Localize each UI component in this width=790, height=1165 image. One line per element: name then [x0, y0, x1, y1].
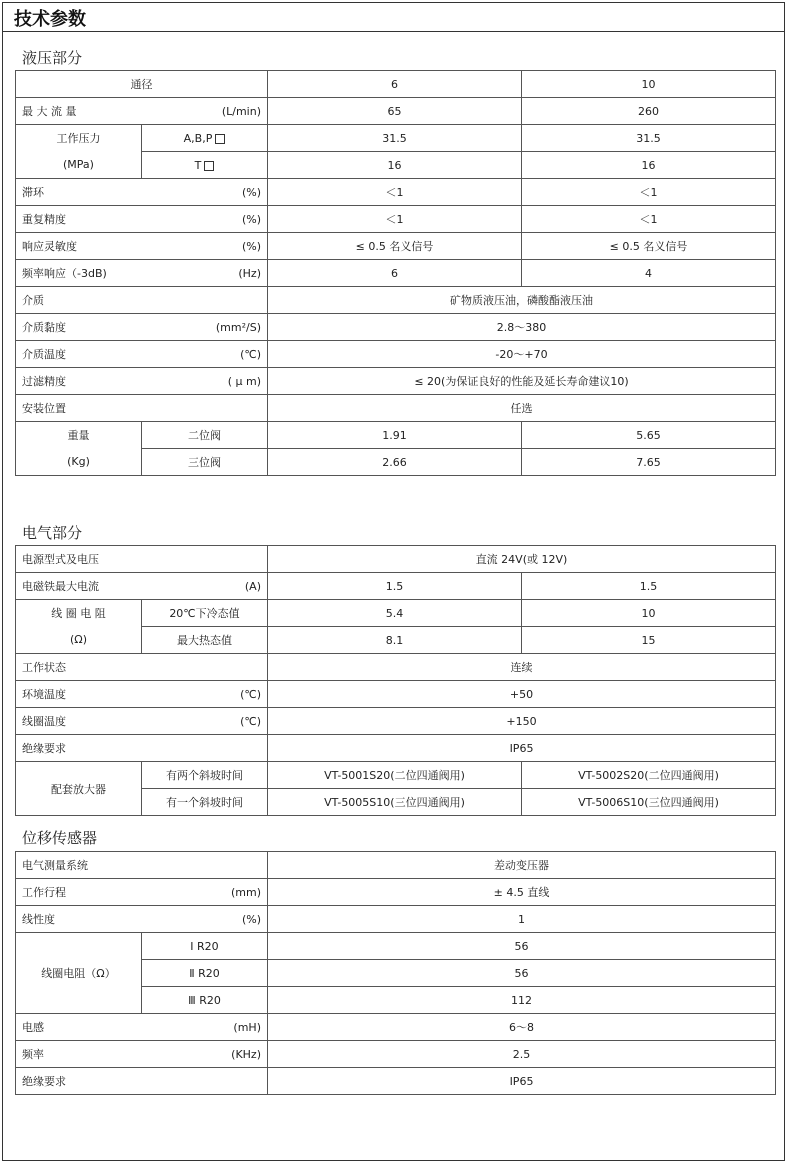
cell-value: +50 [268, 681, 776, 708]
table-row [16, 933, 776, 960]
label-temperature [16, 341, 268, 368]
row-unit: (MPa) [16, 152, 142, 179]
label-ambient-temp [16, 681, 268, 708]
cell-value: ± 4.5 直线 [268, 879, 776, 906]
cell-value: ＜1 [522, 206, 776, 233]
row-label: 频率响应（-3dB) [22, 267, 107, 280]
cell-value: 56 [268, 933, 776, 960]
sub-label: 有两个斜坡时间 [142, 762, 268, 789]
table-row [16, 1014, 776, 1041]
cell-value: 6～8 [268, 1014, 776, 1041]
cell-value: 16 [268, 152, 522, 179]
cell-value: 65 [268, 98, 522, 125]
page-header [2, 2, 785, 32]
cell-value: 8.1 [268, 627, 522, 654]
cell-value: 15 [522, 627, 776, 654]
cell-value: 2.8～380 [268, 314, 776, 341]
cell-value: 1 [268, 906, 776, 933]
cell-value: 10 [522, 600, 776, 627]
row-unit: (A) [244, 579, 261, 593]
row-label: 重复精度 [22, 213, 66, 226]
row-label: 工作状态 [16, 654, 268, 681]
row-unit: (KHz) [231, 1047, 261, 1061]
cell-value: ≤ 0.5 名义信号 [522, 233, 776, 260]
cell-value: 56 [268, 960, 776, 987]
cell-value: 1.91 [268, 422, 522, 449]
row-label: 工作行程 [22, 886, 66, 899]
row-label: 频率 [22, 1048, 44, 1061]
row-unit: (mm²/S) [215, 320, 261, 334]
table-row [16, 600, 776, 627]
cell-value: 连续 [268, 654, 776, 681]
cell-value: 31.5 [522, 125, 776, 152]
row-unit: (L/min) [221, 104, 261, 118]
sub-label: 最大热态值 [142, 627, 268, 654]
hydraulic-section-title: 液压部分 [22, 49, 83, 67]
sub-label: 有一个斜坡时间 [142, 789, 268, 816]
label-repeatability [16, 206, 268, 233]
cell-value: +150 [268, 708, 776, 735]
row-label: 介质黏度 [22, 321, 66, 334]
row-unit: (Kg) [16, 449, 142, 476]
table-row [16, 1041, 776, 1068]
cell-value: ≤ 20(为保证良好的性能及延长寿命建议10) [268, 368, 776, 395]
table-row [16, 395, 776, 422]
row-label: 介质温度 [22, 348, 66, 361]
sub-label: Ⅱ R20 [142, 960, 268, 987]
row-unit: (mm) [230, 885, 261, 899]
row-label: 工作压力 [16, 125, 142, 152]
row-label: 配套放大器 [16, 762, 142, 816]
table-row [16, 681, 776, 708]
table-row [16, 260, 776, 287]
sub-label [142, 152, 268, 179]
label-coil-temp [16, 708, 268, 735]
cell-value: 112 [268, 987, 776, 1014]
label-linearity [16, 906, 268, 933]
cell-value: 6 [268, 260, 522, 287]
table-row [16, 368, 776, 395]
row-label: 绝缘要求 [16, 735, 268, 762]
page-title: 技术参数 [14, 9, 86, 30]
row-unit: (℃) [240, 714, 261, 728]
table-row [16, 125, 776, 152]
row-unit: (%) [241, 239, 261, 253]
cell-value: 6 [268, 71, 522, 98]
row-label: 介质 [16, 287, 268, 314]
sensor-table [15, 851, 776, 1095]
cell-value: ≤ 0.5 名义信号 [268, 233, 522, 260]
cell-value: ＜1 [268, 206, 522, 233]
cell-value: 1.5 [268, 573, 522, 600]
cell-value: VT-5006S10(三位四通阀用) [522, 789, 776, 816]
sub-label: 二位阀 [142, 422, 268, 449]
sub-label: Ⅲ R20 [142, 987, 268, 1014]
table-row [16, 233, 776, 260]
cell-value: 260 [522, 98, 776, 125]
cell-value: 5.4 [268, 600, 522, 627]
electrical-table [15, 545, 776, 816]
electrical-section-title: 电气部分 [22, 524, 83, 542]
table-row [16, 449, 776, 476]
table-row [16, 546, 776, 573]
table-row [16, 906, 776, 933]
cell-value: 5.65 [522, 422, 776, 449]
cell-value: IP65 [268, 735, 776, 762]
table-row [16, 735, 776, 762]
row-label: 线圈温度 [22, 715, 66, 728]
row-unit: ( μ m) [227, 374, 261, 388]
row-label: 滞环 [22, 186, 44, 199]
table-row [16, 287, 776, 314]
table-row [16, 879, 776, 906]
sub-label-text: T [194, 158, 202, 172]
cell-value: VT-5005S10(三位四通阀用) [268, 789, 522, 816]
row-label: 电感 [22, 1021, 44, 1034]
table-row [16, 98, 776, 125]
sub-label [142, 125, 268, 152]
sensor-section-title: 位移传感器 [22, 829, 98, 847]
cell-value: ＜1 [522, 179, 776, 206]
cell-value: VT-5001S20(二位四通阀用) [268, 762, 522, 789]
cell-value: 直流 24V(或 12V) [268, 546, 776, 573]
cell-value: VT-5002S20(二位四通阀用) [522, 762, 776, 789]
cell-value: 7.65 [522, 449, 776, 476]
row-unit: (Hz) [238, 266, 261, 280]
cell-value: 16 [522, 152, 776, 179]
table-row [16, 152, 776, 179]
sub-label: Ⅰ R20 [142, 933, 268, 960]
table-row [16, 573, 776, 600]
row-label: 响应灵敏度 [22, 240, 77, 253]
sub-label: 三位阀 [142, 449, 268, 476]
label-stroke [16, 879, 268, 906]
row-label: 绝缘要求 [16, 1068, 268, 1095]
table-row [16, 206, 776, 233]
label-filtration [16, 368, 268, 395]
row-label: 电源型式及电压 [16, 546, 268, 573]
label-max-flow [16, 98, 268, 125]
row-unit: (℃) [240, 347, 261, 361]
cell-value: 矿物质液压油，磷酸酯液压油 [268, 287, 776, 314]
sub-label: 20℃下冷态值 [142, 600, 268, 627]
cell-value: 10 [522, 71, 776, 98]
table-row [16, 654, 776, 681]
row-label: 重量 [16, 422, 142, 449]
square-icon [204, 161, 214, 171]
row-label: 过滤精度 [22, 375, 66, 388]
table-row [16, 852, 776, 879]
table-row [16, 341, 776, 368]
cell-value: -20～+70 [268, 341, 776, 368]
sub-label-text: A,B,P [183, 131, 213, 145]
square-icon [215, 134, 225, 144]
label-max-current [16, 573, 268, 600]
table-row [16, 314, 776, 341]
table-row [16, 708, 776, 735]
table-row [16, 179, 776, 206]
row-unit: (%) [241, 212, 261, 226]
row-unit: (Ω) [16, 627, 142, 654]
table-row [16, 71, 776, 98]
hydraulic-table [15, 70, 776, 476]
row-label: 最 大 流 量 [22, 105, 77, 118]
row-label: 环境温度 [22, 688, 66, 701]
label-sensitivity [16, 233, 268, 260]
row-label: 电气测量系统 [16, 852, 268, 879]
table-row [16, 627, 776, 654]
cell-value: 31.5 [268, 125, 522, 152]
row-label: 安装位置 [16, 395, 268, 422]
cell-value: 2.66 [268, 449, 522, 476]
label-inductance [16, 1014, 268, 1041]
row-unit: (%) [241, 185, 261, 199]
row-label: 线性度 [22, 913, 55, 926]
row-unit: (mH) [233, 1020, 261, 1034]
table-row [16, 762, 776, 789]
table-row [16, 422, 776, 449]
cell-value: 2.5 [268, 1041, 776, 1068]
cell-value: ＜1 [268, 179, 522, 206]
label-size: 通径 [16, 71, 268, 98]
row-label: 线圈电阻（Ω） [16, 933, 142, 1014]
cell-value: 差动变压器 [268, 852, 776, 879]
label-hysteresis [16, 179, 268, 206]
label-frequency [16, 1041, 268, 1068]
cell-value: 任选 [268, 395, 776, 422]
cell-value: 4 [522, 260, 776, 287]
cell-value: IP65 [268, 1068, 776, 1095]
row-unit: (℃) [240, 687, 261, 701]
label-frequency [16, 260, 268, 287]
label-viscosity [16, 314, 268, 341]
table-row [16, 1068, 776, 1095]
row-label: 电磁铁最大电流 [22, 580, 99, 593]
cell-value: 1.5 [522, 573, 776, 600]
row-unit: (%) [241, 912, 261, 926]
row-label: 线 圈 电 阻 [16, 600, 142, 627]
